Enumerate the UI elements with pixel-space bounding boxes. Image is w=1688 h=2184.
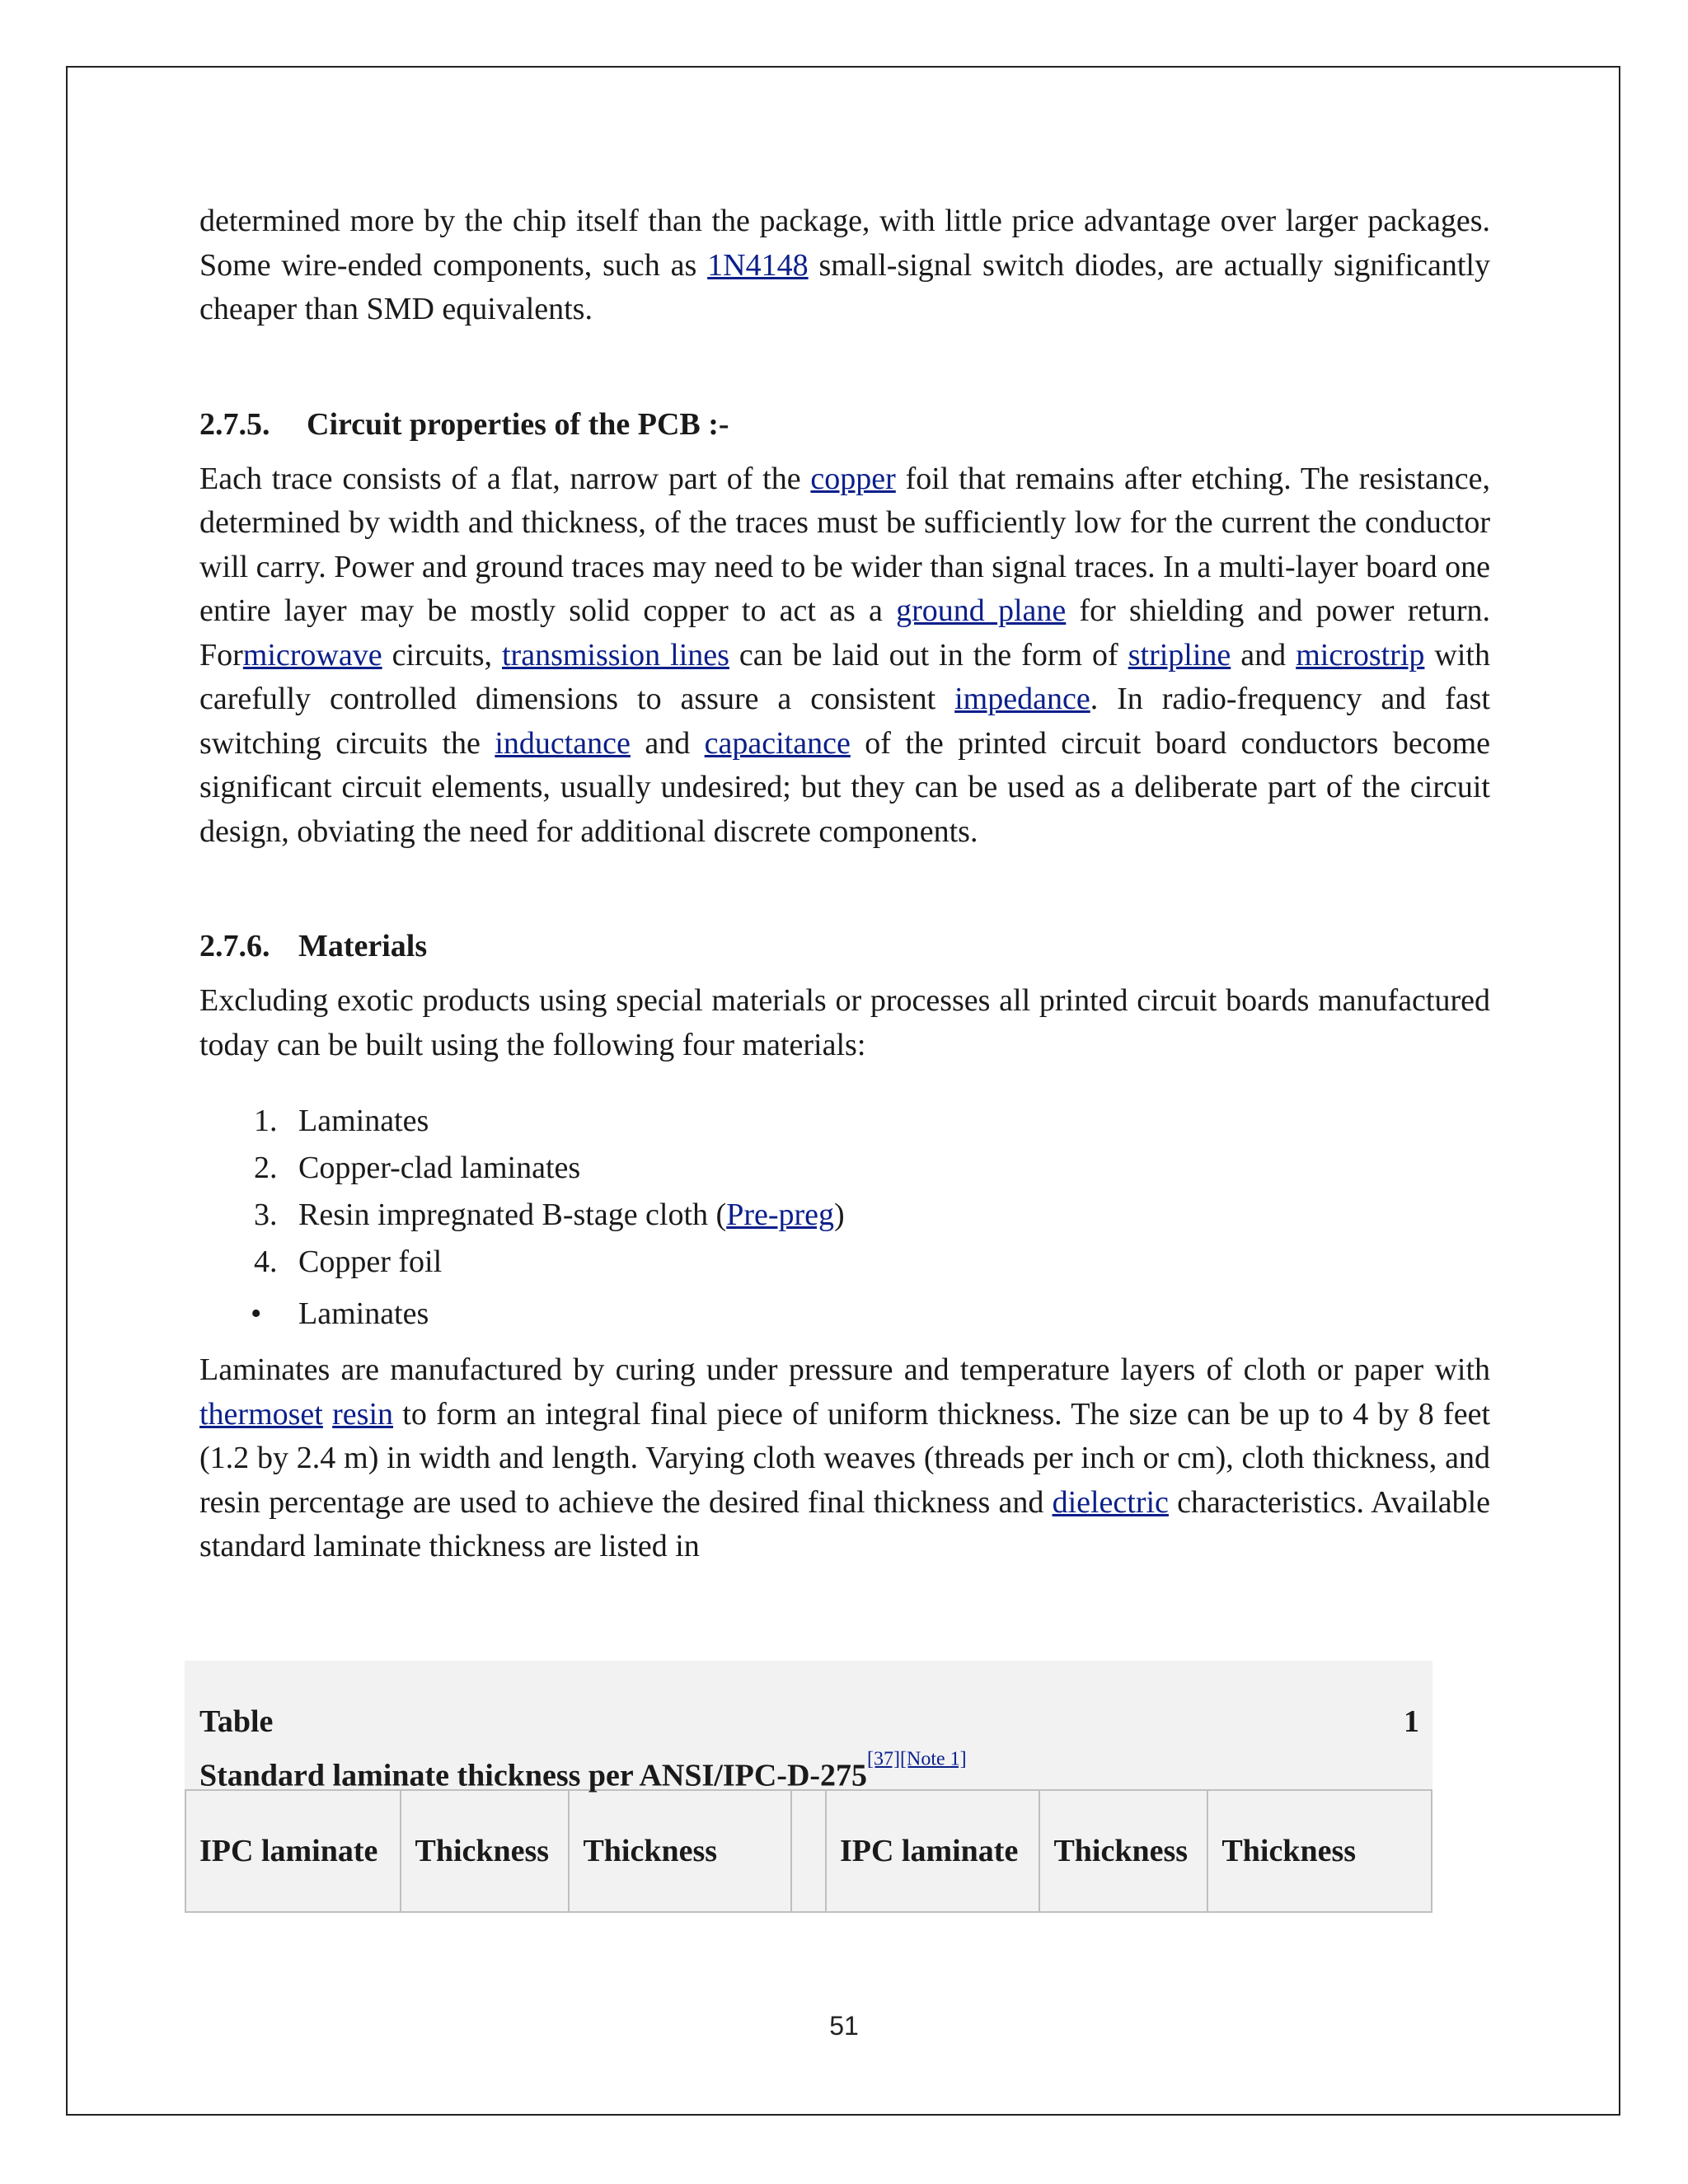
list-item [199,1192,1490,1239]
laminate-table [185,1789,1432,1913]
column-header: IPC laminate [826,1790,1040,1912]
column-header-spacer [791,1790,826,1912]
text-run: and [1231,637,1296,673]
document-body [199,190,1490,1569]
link-stripline[interactable]: stripline [1128,637,1231,673]
page-number: 51 [829,2011,859,2041]
text-run: circuits, [382,637,502,673]
link-resin[interactable]: resin [332,1396,394,1432]
table-caption-title [199,1744,1419,1798]
list-index: 4. [254,1244,278,1279]
link-thermoset[interactable]: thermoset [199,1396,323,1432]
column-header: Thickness [401,1790,569,1912]
link-impedance[interactable]: impedance [954,682,1090,716]
text-run: small-signal switch diodes, are actually significantly cheaper than SMD equivalents. [199,247,1490,326]
bullet-item-laminates [199,1291,1490,1338]
text-run: characteristics. Available standard laminate thickness are listed in [199,1484,1490,1563]
table-caption [185,1661,1432,1793]
table-caption-number: 1 [1404,1704,1419,1739]
column-header: Thickness [1207,1790,1432,1912]
table-caption-label: Table [199,1704,274,1739]
section-number: 2.7.6. [199,929,270,963]
link-microwave[interactable]: microwave [242,637,382,673]
text-run: to form an integral final piece of uniform thickness. The size can be up to 4 by 8 feet (1.2 by 2.4 m) in width and length. Varying cloth weaves (threads per inch or cm), cloth thickness, and resin percentage are used to achieve the desired final thickness and [199,1396,1490,1520]
table-header-row [185,1790,1432,1912]
list-item-text: Copper-clad laminates [298,1151,581,1185]
link-copper[interactable]: copper [810,461,896,496]
circuit-properties-paragraph [199,457,1490,855]
text-run: of the printed circuit board conductors become significant circuit elements, usually undesired; but they can be used as a deliberate part of the circuit design, obviating the need for additional discrete components. [199,725,1490,849]
text-run: Laminates are manufactured by curing under pressure and temperature layers of cloth or paper with [199,1352,1490,1387]
text-run: determined more by the chip itself than the package, with little price advantage over larger packages. Some wire-ended components, such as [199,204,1490,283]
bullet-icon: • [251,1296,262,1331]
materials-intro-paragraph: Excluding exotic products using special materials or processes all printed circuit boards manufactured today can be built using the following four materials: [199,983,1490,1062]
section-heading-2-7-5 [199,403,1490,447]
link-transmission-lines[interactable]: transmission lines [502,637,729,673]
text-run: foil that remains after etching. The resistance, determined by width and thickness, of the traces must be sufficiently low for the current the conductor will carry. Power and ground traces may need to be wider than signal traces. In a multi-layer board one entire layer may be mostly solid copper to act as a [199,461,1490,628]
list-item-text: Laminates [298,1104,429,1138]
list-item-text: Copper foil [298,1244,443,1279]
table-caption-text: Standard laminate thickness per ANSI/IPC-D-275 [199,1758,868,1793]
list-index: 3. [254,1197,278,1232]
link-pre-preg[interactable]: Pre-preg [726,1197,835,1232]
link-1n4148[interactable]: 1N4148 [707,247,809,283]
link-ground-plane[interactable]: ground plane [896,593,1067,628]
list-item [199,1145,1490,1192]
text-run: with carefully controlled dimensions to assure a consistent [199,637,1490,716]
list-index: 2. [254,1151,278,1185]
column-header: IPC laminate [185,1790,401,1912]
link-table-references[interactable]: [37][Note 1] [867,1748,967,1770]
list-item [199,1098,1490,1145]
list-item-text: ) [834,1197,845,1232]
column-header: Thickness [569,1790,791,1912]
link-microstrip[interactable]: microstrip [1296,637,1425,673]
text-run [323,1397,332,1432]
list-index: 1. [254,1104,278,1138]
section-heading-2-7-6 [199,925,1490,968]
column-header: Thickness [1039,1790,1207,1912]
text-run: for shielding and power return. For [199,593,1491,673]
text-run: Each trace consists of a flat, narrow part of the [199,461,811,496]
section-title: Materials [298,929,428,963]
laminate-table-block [185,1661,1432,1913]
link-inductance[interactable]: inductance [495,725,631,761]
link-dielectric[interactable]: dielectric [1052,1484,1169,1520]
bullet-text: Laminates [298,1296,429,1331]
materials-list [199,1098,1490,1286]
list-item-text: Resin impregnated B-stage cloth ( [298,1197,727,1232]
text-run: can be laid out in the form of [729,637,1128,673]
section-number: 2.7.5. [199,406,270,442]
text-run: . In radio-frequency and fast switching circuits the [199,682,1490,761]
link-capacitance[interactable]: capacitance [704,725,851,761]
laminates-paragraph [199,1348,1490,1569]
intro-paragraph [199,199,1490,332]
section-title: Circuit properties of the PCB :- [307,406,729,442]
bullet-list [199,1291,1490,1338]
text-run: and [630,725,705,761]
list-item [199,1239,1490,1286]
